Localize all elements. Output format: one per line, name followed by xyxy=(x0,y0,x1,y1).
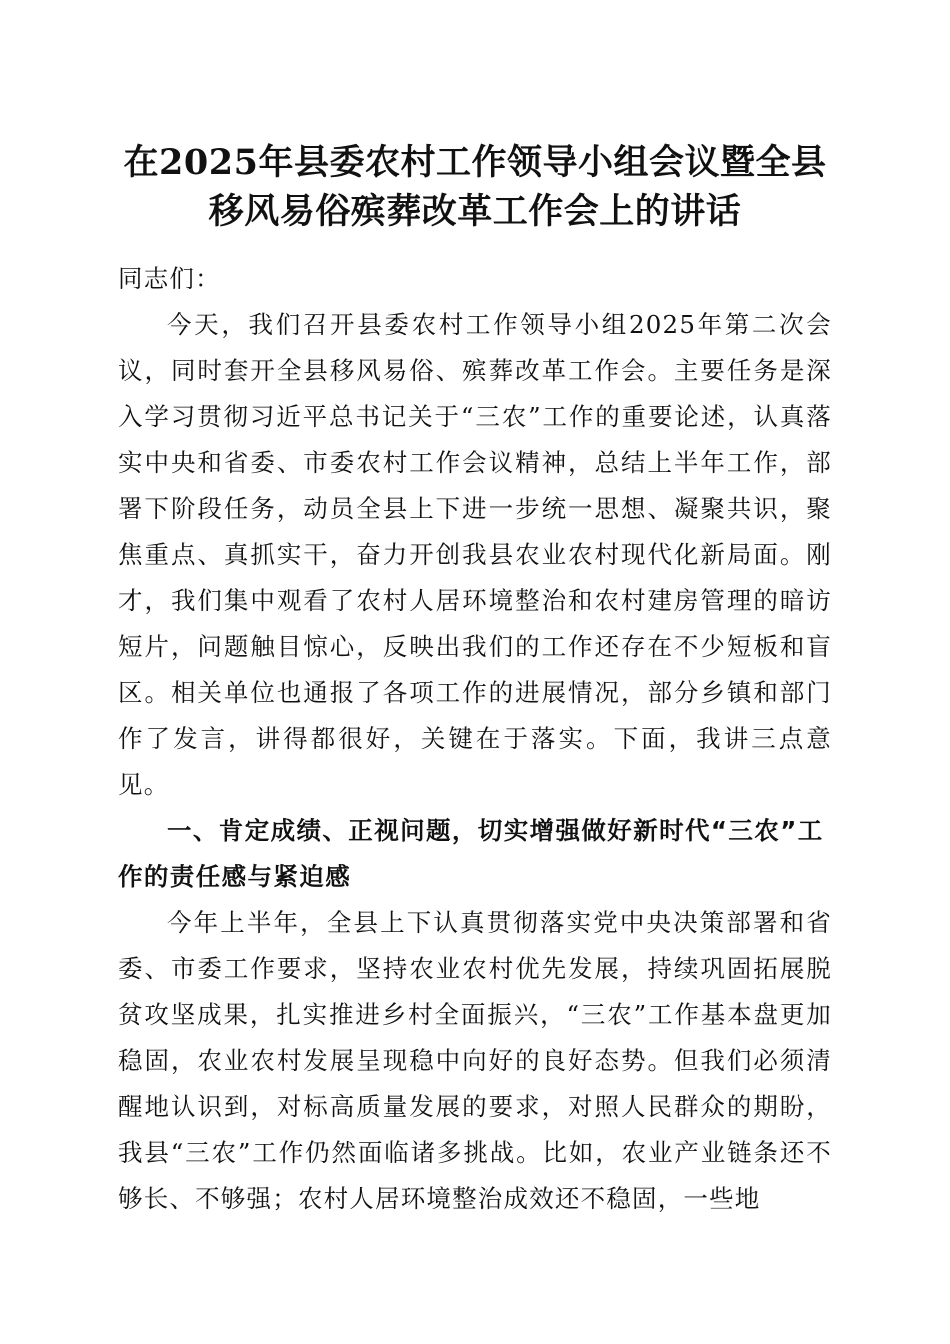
document-title xyxy=(100,138,850,236)
title-line-1: 在2025年县委农村工作领导小组会议暨全县 xyxy=(123,142,827,183)
salutation: 同志们： xyxy=(118,264,221,293)
paragraph-opening: 今天，我们召开县委农村工作领导小组2025年第二次会议，同时套开全县移风易俗、殡葬改革工作会。主要任务是深入学习贯彻习近平总书记关于“三农”工作的重要论述，认真落实中央和省委、市委农村工作会议精神，总结上半年工作，部署下阶段任务，动员全县上下进一步统一思想、凝聚共识，聚焦重点、真抓实干，奋力开创我县农业农村现代化新局面。刚才，我们集中观看了农村人居环境整治和农村建房管理的暗访短片，问题触目惊心，反映出我们的工作还存在不少短板和盲区。相关单位也通报了各项工作的进展情况，部分乡镇和部门作了发言，讲得都很好，关键在于落实。下面，我讲三点意见。 xyxy=(118,310,832,799)
section-heading-1: 一、肯定成绩、正视问题，切实增强做好新时代“三农”工作的责任感与紧迫感 xyxy=(118,816,824,891)
title-line-2: 移风易俗殡葬改革工作会上的讲话 xyxy=(208,191,742,232)
document-body xyxy=(118,256,832,1222)
paragraph-section-1: 今年上半年，全县上下认真贯彻落实党中央决策部署和省委、市委工作要求，坚持农业农村优先发展，持续巩固拓展脱贫攻坚成果，扎实推进乡村全面振兴，“三农”工作基本盘更加稳固，农业农村发展呈现稳中向好的良好态势。但我们必须清醒地认识到，对标高质量发展的要求，对照人民群众的期盼，我县“三农”工作仍然面临诸多挑战。比如，农业产业链条还不够长、不够强；农村人居环境整治成效还不稳固，一些地 xyxy=(118,908,832,1213)
